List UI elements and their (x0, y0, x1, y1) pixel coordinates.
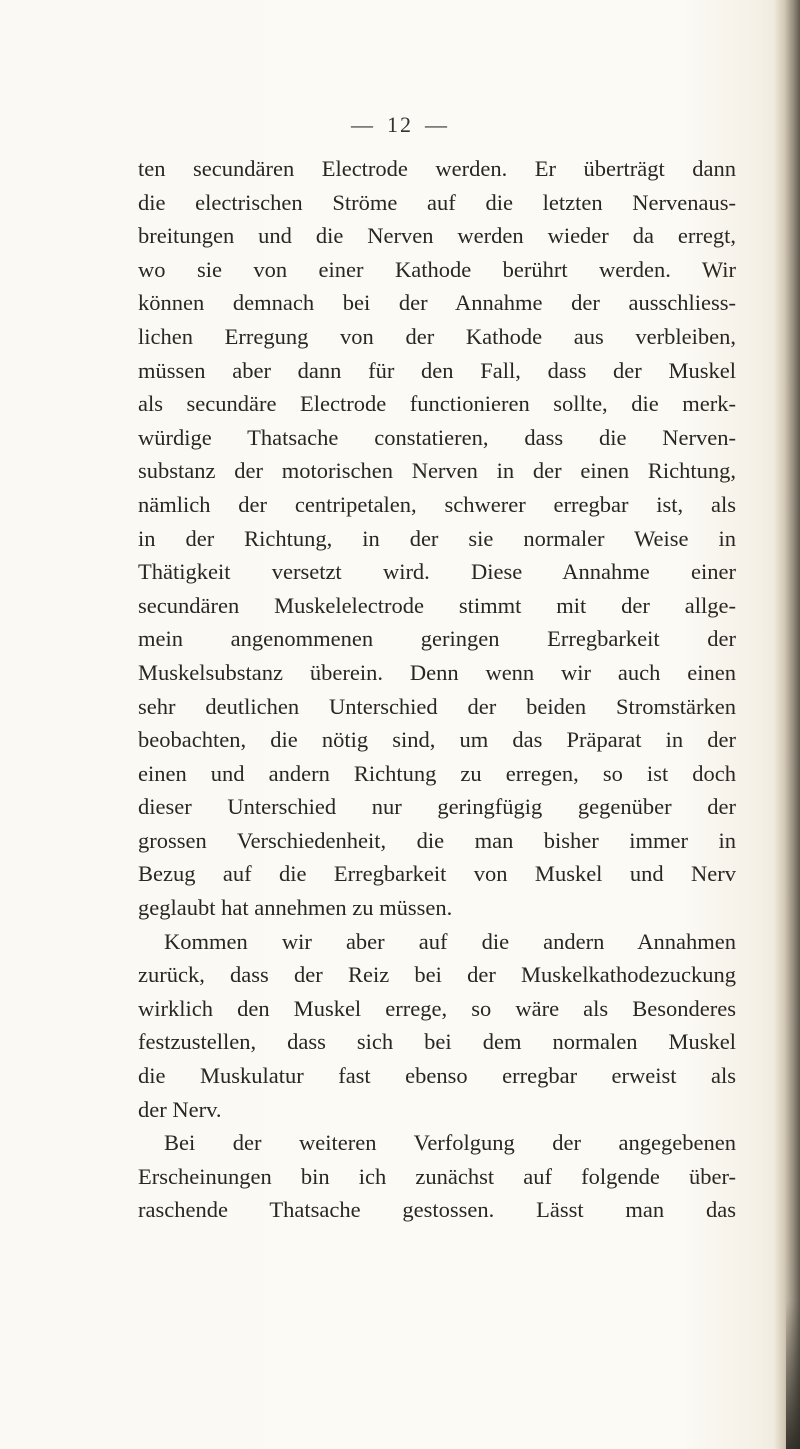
page-number-header (0, 112, 800, 138)
text-line: Muskelsubstanz überein. Denn wenn wir auch einen (138, 659, 736, 685)
text-line: die electrischen Ströme auf die letzten Nervenaus- (138, 189, 736, 215)
text-line: wirklich den Muskel errege, so wäre als Besonderes (138, 995, 736, 1021)
text-line: nämlich der centripetalen, schwerer erregbar ist, als (138, 491, 736, 517)
text-line: breitungen und die Nerven werden wieder da erregt, (138, 223, 736, 249)
page-number-dash-left: — (351, 112, 375, 137)
text-line: lichen Erregung von der Kathode aus verbleiben, (138, 323, 736, 349)
text-line: beobachten, die nötig sind, um das Präparat in der (138, 727, 736, 753)
text-line-paragraph-start: Bei der weiteren Verfolgung der angegebenen (164, 1130, 736, 1156)
text-line: mein angenommenen geringen Erregbarkeit der (138, 626, 736, 652)
text-line: Bezug auf die Erregbarkeit von Muskel und Nerv (138, 861, 736, 887)
page-corner-shadow (786, 1300, 800, 1449)
text-line: wo sie von einer Kathode berührt werden. Wir (138, 256, 736, 282)
text-line-paragraph-start: Kommen wir aber auf die andern Annahmen (164, 928, 736, 954)
page-number: 12 (387, 112, 413, 137)
text-line: müssen aber dann für den Fall, dass der Muskel (138, 357, 736, 383)
text-line: zurück, dass der Reiz bei der Muskelkathodezuckung (138, 962, 736, 988)
text-line: in der Richtung, in der sie normaler Weise in (138, 525, 736, 551)
text-line: grossen Verschiedenheit, die man bisher immer in (138, 827, 736, 853)
text-line: würdige Thatsache constatieren, dass die Nerven- (138, 424, 736, 450)
text-line: dieser Unterschied nur geringfügig gegenüber der (138, 794, 736, 820)
text-line-paragraph-end: der Nerv. (138, 1096, 222, 1122)
text-line: ten secundären Electrode werden. Er überträgt dann (138, 156, 736, 181)
text-line: können demnach bei der Annahme der ausschliess- (138, 290, 736, 316)
text-line: raschende Thatsache gestossen. Lässt man das (138, 1197, 736, 1223)
text-line: festzustellen, dass sich bei dem normalen Muskel (138, 1029, 736, 1055)
body-text (138, 152, 736, 1227)
text-line: die Muskulatur fast ebenso erregbar erweist als (138, 1063, 736, 1089)
text-line: Thätigkeit versetzt wird. Diese Annahme einer (138, 559, 736, 585)
text-line: Erscheinungen bin ich zunächst auf folgende über- (138, 1163, 736, 1189)
page-number-dash-right: — (425, 112, 449, 137)
text-line-paragraph-end: geglaubt hat annehmen zu müssen. (138, 895, 453, 921)
text-line: als secundäre Electrode functionieren sollte, die merk- (138, 391, 736, 417)
text-line: secundären Muskelelectrode stimmt mit der allge- (138, 592, 736, 618)
text-line: substanz der motorischen Nerven in der einen Richtung, (138, 458, 736, 484)
page-edge-shadow (774, 0, 800, 1449)
text-line: einen und andern Richtung zu erregen, so ist doch (138, 760, 736, 786)
text-line: sehr deutlichen Unterschied der beiden Stromstärken (138, 693, 736, 719)
